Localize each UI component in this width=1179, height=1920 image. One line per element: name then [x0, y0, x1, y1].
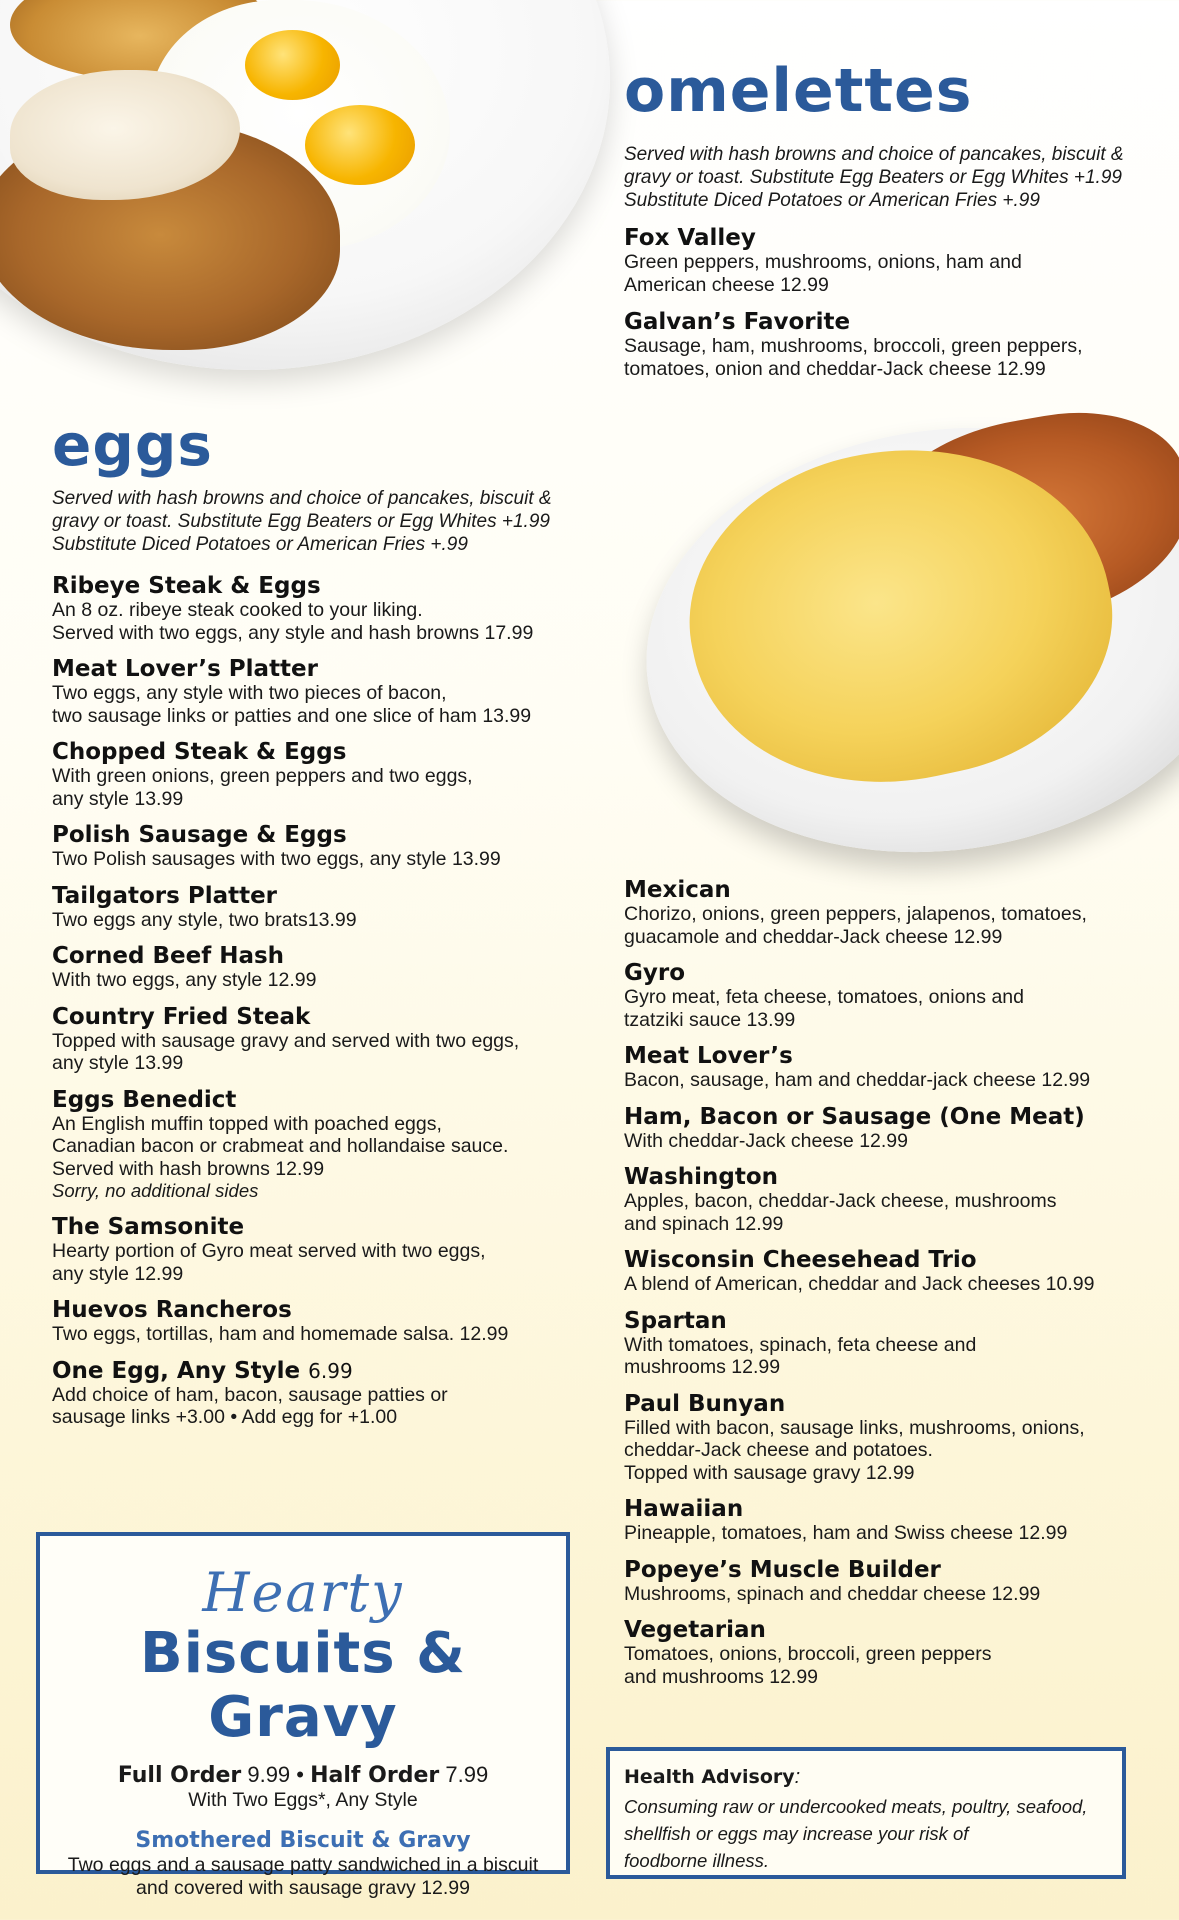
biscuits-gravy-box — [36, 1532, 570, 1899]
menu-item-name: Corned Beef Hash — [52, 943, 285, 969]
menu-item-desc: Pineapple, tomatoes, ham and Swiss cheese 12.99 — [624, 1522, 1068, 1544]
menu-item — [624, 1392, 1169, 1485]
omelettes-intro — [624, 143, 1169, 212]
menu-item-desc: tzatziki sauce 13.99 — [624, 1008, 796, 1031]
health-advisory-box — [606, 1747, 1126, 1879]
menu-item-name-text: One Egg, Any Style — [52, 1357, 301, 1384]
biscuits-order-line — [40, 1762, 566, 1789]
menu-item-desc: sausage links +3.00 • Add egg for +1.00 — [52, 1406, 398, 1428]
menu-item-desc: guacamole and cheddar-Jack cheese 12.99 — [624, 925, 1003, 948]
health-advisory-line: foodborne illness. — [624, 1850, 770, 1871]
menu-item-desc: With two eggs, any style 12.99 — [52, 969, 317, 991]
menu-item-desc: two sausage links or patties and one slice of ham 13.99 — [52, 704, 532, 727]
menu-item-name: Popeye’s Muscle Builder — [624, 1556, 941, 1583]
menu-item-name: Gyro — [624, 960, 686, 986]
menu-item — [624, 310, 1169, 380]
menu-item-name: Hawaiian — [624, 1496, 744, 1522]
health-advisory-line: shellfish or eggs may increase your risk of — [624, 1823, 969, 1844]
hearty-script-title: Hearty — [202, 1561, 404, 1624]
menu-item-name: Galvan’s Favorite — [624, 309, 851, 335]
omelettes-list-bottom — [624, 878, 1169, 1701]
menu-item-desc: An 8 oz. ribeye steak cooked to your liking. — [52, 599, 423, 621]
eggs-title: eggs — [52, 411, 213, 479]
menu-item-desc: American cheese 12.99 — [624, 273, 829, 296]
menu-item — [624, 1165, 1169, 1235]
menu-item-name: Polish Sausage & Eggs — [52, 822, 347, 848]
menu-item-desc: any style 13.99 — [52, 1052, 184, 1074]
menu-item — [52, 1298, 622, 1346]
smothered-title: Smothered Biscuit & Gravy — [135, 1828, 471, 1853]
menu-item-name: Wisconsin Cheesehead Trio — [624, 1247, 977, 1273]
menu-item — [52, 657, 622, 727]
menu-item-desc: With tomatoes, spinach, feta cheese and — [624, 1333, 977, 1356]
omelettes-intro-line: Served with hash browns and choice of pancakes, biscuit & — [624, 144, 1124, 165]
menu-item — [624, 1618, 1169, 1688]
menu-item-desc: Topped with sausage gravy 12.99 — [624, 1461, 915, 1484]
eggs-intro-line: Served with hash browns and choice of pancakes, biscuit & — [52, 488, 552, 509]
menu-item-name: Meat Lover’s Platter — [52, 656, 318, 682]
eggs-intro-line: gravy or toast. Substitute Egg Beaters or Egg Whites +1.99 — [52, 511, 550, 532]
eggs-list — [52, 574, 622, 1442]
health-advisory-heading — [624, 1765, 1108, 1789]
menu-item — [624, 1044, 1169, 1092]
menu-item-desc: Served with two eggs, any style and hash browns 17.99 — [52, 621, 534, 644]
menu-item-desc: With cheddar-Jack cheese 12.99 — [624, 1129, 908, 1152]
health-advisory-title: Health Advisory — [624, 1766, 795, 1788]
menu-item-desc: Topped with sausage gravy and served with two eggs, — [52, 1029, 520, 1052]
menu-item-name: Tailgators Platter — [52, 882, 278, 909]
menu-item — [52, 1215, 622, 1285]
menu-item-name: Washington — [624, 1164, 779, 1190]
menu-item-desc: Sausage, ham, mushrooms, broccoli, green peppers, — [624, 335, 1083, 357]
menu-item-desc: Two Polish sausages with two eggs, any style 13.99 — [52, 848, 501, 870]
menu-item — [624, 1497, 1169, 1545]
menu-item — [52, 884, 622, 932]
menu-item-desc: Filled with bacon, sausage links, mushrooms, onions, — [624, 1416, 1085, 1439]
menu-item-desc: any style 12.99 — [52, 1262, 184, 1285]
menu-item — [52, 1088, 622, 1203]
health-advisory-line: Consuming raw or undercooked meats, poultry, seafood, — [624, 1796, 1088, 1817]
menu-item-desc: With green onions, green peppers and two eggs, — [52, 765, 473, 787]
menu-item-desc: Mushrooms, spinach and cheddar cheese 12.99 — [624, 1582, 1041, 1605]
omelettes-intro-line: gravy or toast. Substitute Egg Beaters or Egg Whites +1.99 — [624, 167, 1122, 188]
menu-item — [52, 1359, 622, 1429]
menu-item-desc: A blend of American, cheddar and Jack cheeses 10.99 — [624, 1273, 1095, 1295]
menu-item-desc: tomatoes, onion and cheddar-Jack cheese 12.99 — [624, 357, 1046, 380]
omelettes-intro-line: Substitute Diced Potatoes or American Fries +.99 — [624, 190, 1040, 211]
menu-item-desc: cheddar-Jack cheese and potatoes. — [624, 1439, 933, 1461]
menu-item — [624, 1105, 1169, 1153]
menu-item-desc: and spinach 12.99 — [624, 1212, 784, 1235]
menu-item-desc: and mushrooms 12.99 — [624, 1665, 819, 1688]
menu-item-name: Spartan — [624, 1307, 727, 1334]
menu-item-desc: An English muffin topped with poached eggs, — [52, 1112, 442, 1135]
menu-item-price: 6.99 — [308, 1358, 353, 1383]
menu-item-desc: Two eggs any style, two brats13.99 — [52, 908, 357, 931]
half-order-label: Half Order — [310, 1763, 440, 1788]
menu-item-name: Ham, Bacon or Sausage (One Meat) — [624, 1103, 1085, 1130]
menu-item — [624, 961, 1169, 1031]
menu-item-desc: Hearty portion of Gyro meat served with two eggs, — [52, 1240, 486, 1262]
menu-item — [52, 823, 622, 871]
menu-item-desc: Two eggs, any style with two pieces of bacon, — [52, 682, 447, 704]
menu-item-desc: Gyro meat, feta cheese, tomatoes, onions and — [624, 986, 1024, 1008]
menu-item-desc: any style 13.99 — [52, 787, 184, 810]
omelettes-list-top — [624, 226, 1169, 393]
menu-item-name: Paul Bunyan — [624, 1390, 786, 1417]
menu-item-name: Meat Lover’s — [624, 1043, 793, 1069]
menu-item-desc: Bacon, sausage, ham and cheddar-jack cheese 12.99 — [624, 1069, 1091, 1091]
menu-item-desc: Served with hash browns 12.99 — [52, 1157, 325, 1180]
menu-item-name: Huevos Rancheros — [52, 1297, 292, 1323]
menu-item-name: Country Fried Steak — [52, 1003, 311, 1030]
menu-item-name: Chopped Steak & Eggs — [52, 739, 347, 765]
menu-item — [624, 878, 1169, 948]
egg-yolk-image — [245, 30, 340, 100]
with-eggs-line: With Two Eggs*, Any Style — [188, 1789, 418, 1811]
health-advisory-colon: : — [794, 1766, 801, 1788]
menu-item-desc: mushrooms 12.99 — [624, 1356, 781, 1378]
menu-item-name: Mexican — [624, 877, 731, 903]
full-order-label: Full Order — [117, 1763, 242, 1788]
eggs-intro-line: Substitute Diced Potatoes or American Fries +.99 — [52, 534, 468, 555]
menu-item — [52, 574, 622, 644]
menu-item-name: Fox Valley — [624, 225, 756, 251]
menu-item-desc: Two eggs, tortillas, ham and homemade salsa. 12.99 — [52, 1323, 509, 1345]
full-order-price: 9.99 — [247, 1762, 291, 1787]
menu-item-desc: Chorizo, onions, green peppers, jalapenos, tomatoes, — [624, 903, 1087, 925]
menu-item-note: Sorry, no additional sides — [52, 1180, 259, 1201]
menu-item — [52, 740, 622, 810]
biscuits-gravy-title: Biscuits & Gravy — [140, 1621, 466, 1750]
menu-item-name: Vegetarian — [624, 1617, 766, 1643]
menu-item-name: Eggs Benedict — [52, 1086, 237, 1113]
omelettes-title: omelettes — [624, 56, 973, 126]
menu-item — [624, 1248, 1169, 1296]
menu-item-name — [52, 1359, 622, 1384]
menu-item — [624, 1558, 1169, 1606]
menu-item-desc: Canadian bacon or crabmeat and hollandaise sauce. — [52, 1135, 509, 1157]
menu-item-desc: Tomatoes, onions, broccoli, green peppers — [624, 1643, 992, 1665]
smothered-desc-line: Two eggs and a sausage patty sandwiched in a biscuit — [67, 1854, 539, 1876]
menu-item-desc: Add choice of ham, bacon, sausage patties or — [52, 1383, 448, 1406]
smothered-desc-line: and covered with sausage gravy 12.99 — [136, 1877, 470, 1899]
half-order-price: 7.99 — [445, 1762, 489, 1787]
menu-item-desc: Green peppers, mushrooms, onions, ham and — [624, 251, 1022, 273]
menu-item — [52, 944, 622, 992]
menu-item — [624, 1309, 1169, 1379]
menu-item-name: The Samsonite — [52, 1214, 245, 1240]
menu-item-desc: Apples, bacon, cheddar-Jack cheese, mushrooms — [624, 1190, 1057, 1212]
menu-item — [624, 226, 1169, 296]
menu-item-name: Ribeye Steak & Eggs — [52, 573, 321, 599]
bullet-separator: • — [296, 1762, 304, 1787]
egg-yolk-image — [305, 105, 415, 185]
menu-item — [52, 1005, 622, 1075]
eggs-intro — [52, 487, 612, 556]
